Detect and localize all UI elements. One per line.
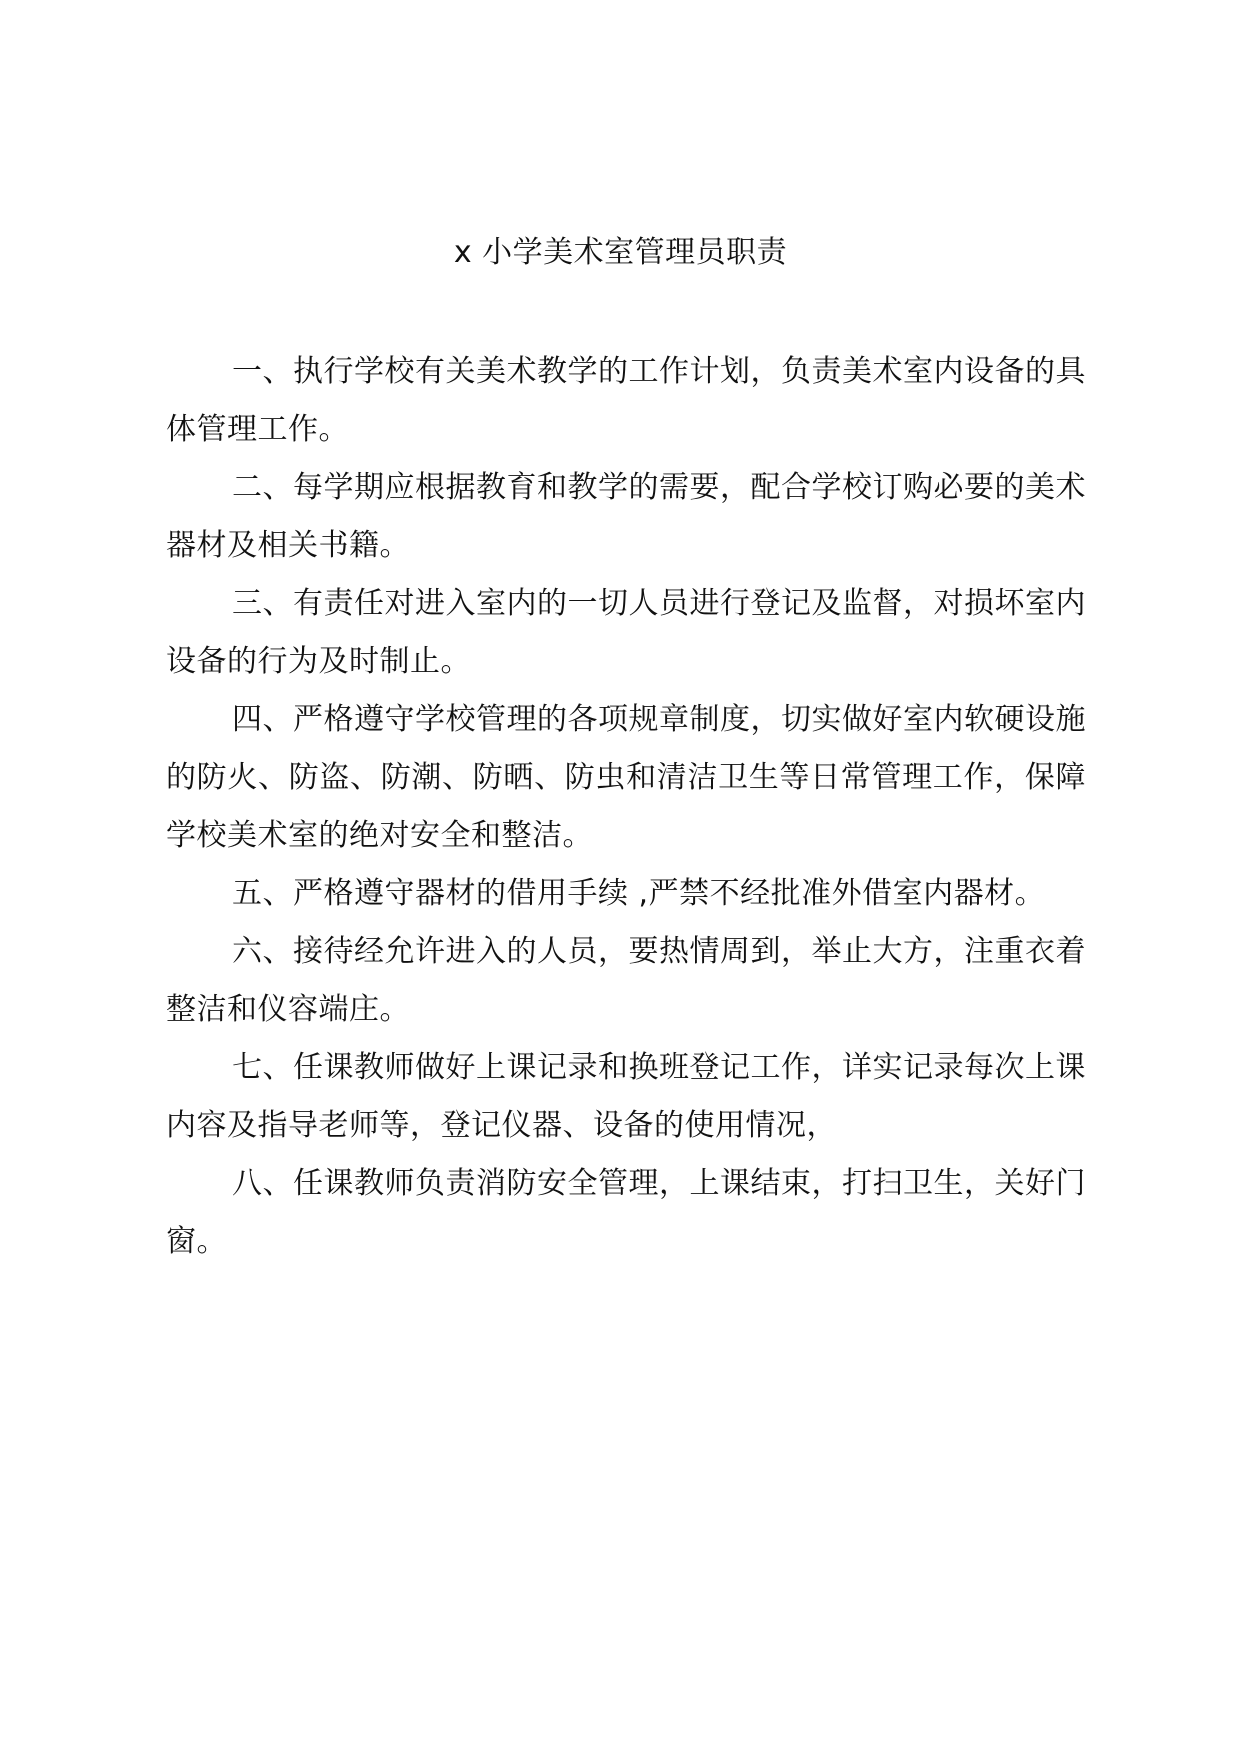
- duty-item-3: 三、有责任对进入室内的一切人员进行登记及监督，对损坏室内设备的行为及时制止。: [166, 586, 1086, 679]
- document-body: [166, 343, 1086, 1271]
- duty-item-7: 七、任课教师做好上课记录和换班登记工作，详实记录每次上课内容及指导老师等，登记仪器、设备的使用情况，: [166, 1050, 1086, 1143]
- duty-item-8: 八、任课教师负责消防安全管理，上课结束，打扫卫生，关好门窗。: [166, 1166, 1086, 1259]
- document-title: x 小学美术室管理员职责: [453, 235, 788, 270]
- duty-item-5: 五、严格遵守器材的借用手续 ,严禁不经批准外借室内器材。: [232, 876, 1046, 911]
- duty-item-4: 四、严格遵守学校管理的各项规章制度，切实做好室内软硬设施的防火、防盗、防潮、防晒、防虫和清洁卫生等日常管理工作，保障学校美术室的绝对安全和整洁。: [166, 702, 1086, 853]
- duty-item-6: 六、接待经允许进入的人员，要热情周到，举止大方，注重衣着整洁和仪容端庄。: [166, 934, 1086, 1027]
- duty-item-1: 一、执行学校有关美术教学的工作计划，负责美术室内设备的具体管理工作。: [166, 354, 1086, 447]
- duty-item-2: 二、每学期应根据教育和教学的需要，配合学校订购必要的美术器材及相关书籍。: [166, 470, 1086, 563]
